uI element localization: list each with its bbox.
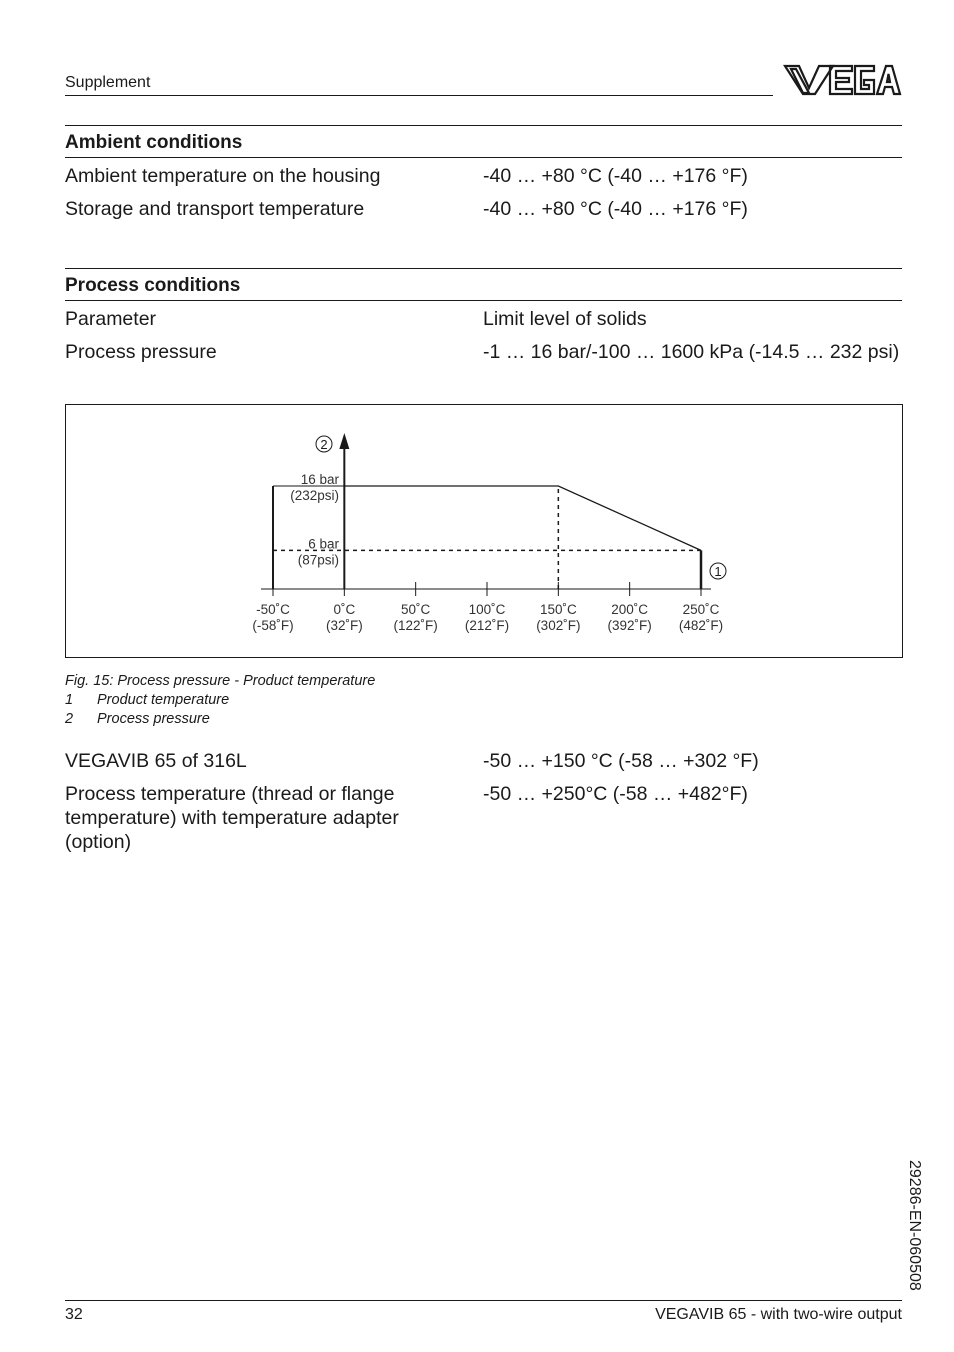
x-axis-marker-label: 1 xyxy=(714,564,722,579)
process-title-rule xyxy=(65,300,902,301)
x-tick-sublabel: (482˚F) xyxy=(678,618,724,633)
header-section-label: Supplement xyxy=(65,74,151,91)
process-pressure-label: Process pressure xyxy=(65,341,217,363)
pressure-temperature-chart xyxy=(66,405,902,657)
y-tick-sublabel: (87psi) xyxy=(297,552,339,568)
ambient-housing-value: -40 … +80 °C (-40 … +176 °F) xyxy=(483,165,748,187)
x-tick-label: 150˚C xyxy=(539,602,577,617)
x-tick-sublabel: (392˚F) xyxy=(607,618,652,633)
figure-box xyxy=(65,404,903,658)
vega-logo xyxy=(782,60,902,100)
x-tick-label: 0˚C xyxy=(333,602,356,617)
parameter-value: Limit level of solids xyxy=(483,308,647,330)
vegavib-316l-label: VEGAVIB 65 of 316L xyxy=(65,750,247,772)
x-tick-sublabel: (212˚F) xyxy=(464,618,510,633)
ambient-section-title: Ambient conditions xyxy=(65,132,243,153)
legend-text: Product temperature xyxy=(97,692,230,708)
process-section-title: Process conditions xyxy=(65,275,241,296)
page-number: 32 xyxy=(65,1306,83,1323)
process-temperature-value: -50 … +250°C (-58 … +482°F) xyxy=(483,783,748,805)
x-tick-label: 200˚C xyxy=(611,602,649,617)
vega-logo-text: VEGA xyxy=(842,84,845,85)
header-rule xyxy=(65,95,773,96)
storage-temp-value: -40 … +80 °C (-40 … +176 °F) xyxy=(483,198,748,220)
y-tick-label: 16 bar xyxy=(300,472,339,487)
legend-number: 1 xyxy=(65,692,74,708)
footer-title: VEGAVIB 65 - with two-wire output xyxy=(655,1306,902,1323)
x-tick-label: 100˚C xyxy=(468,602,506,617)
ambient-title-rule xyxy=(65,157,902,158)
ambient-top-rule xyxy=(65,125,902,126)
legend-text: Process pressure xyxy=(97,711,210,727)
footer-rule xyxy=(65,1300,902,1301)
figure-caption: Fig. 15: Process pressure - Product temperature xyxy=(65,673,376,689)
figure-legend-item xyxy=(65,692,229,708)
x-tick-sublabel: (-58˚F) xyxy=(252,618,294,633)
y-tick-label: 6 bar xyxy=(308,536,339,552)
y-tick-sublabel: (232psi) xyxy=(290,488,339,503)
legend-number: 2 xyxy=(65,711,74,727)
process-pressure-value: -1 … 16 bar/-100 … 1600 kPa (-14.5 … 232 psi) xyxy=(483,341,900,363)
document-number: 29286-EN-060508 xyxy=(906,1160,923,1291)
x-tick-label: -50˚C xyxy=(256,602,290,617)
process-temperature-label: Process temperature (thread or flange temperature) with temperature adapter (option) xyxy=(65,783,399,853)
vegavib-316l-value: -50 … +150 °C (-58 … +302 °F) xyxy=(483,750,759,772)
x-tick-label: 250˚C xyxy=(682,602,720,617)
figure-legend-item xyxy=(65,711,210,727)
x-tick-sublabel: (122˚F) xyxy=(393,618,438,633)
x-tick-label: 50˚C xyxy=(401,602,431,617)
x-tick-sublabel: (32˚F) xyxy=(325,618,363,633)
ambient-housing-label: Ambient temperature on the housing xyxy=(65,165,381,187)
storage-temp-label: Storage and transport temperature xyxy=(65,198,365,220)
parameter-label: Parameter xyxy=(65,308,157,330)
process-top-rule xyxy=(65,268,902,269)
x-tick-sublabel: (302˚F) xyxy=(536,618,581,633)
y-axis-arrow xyxy=(339,433,349,449)
y-axis-marker-label: 2 xyxy=(320,437,328,452)
limit-curve xyxy=(344,486,701,550)
